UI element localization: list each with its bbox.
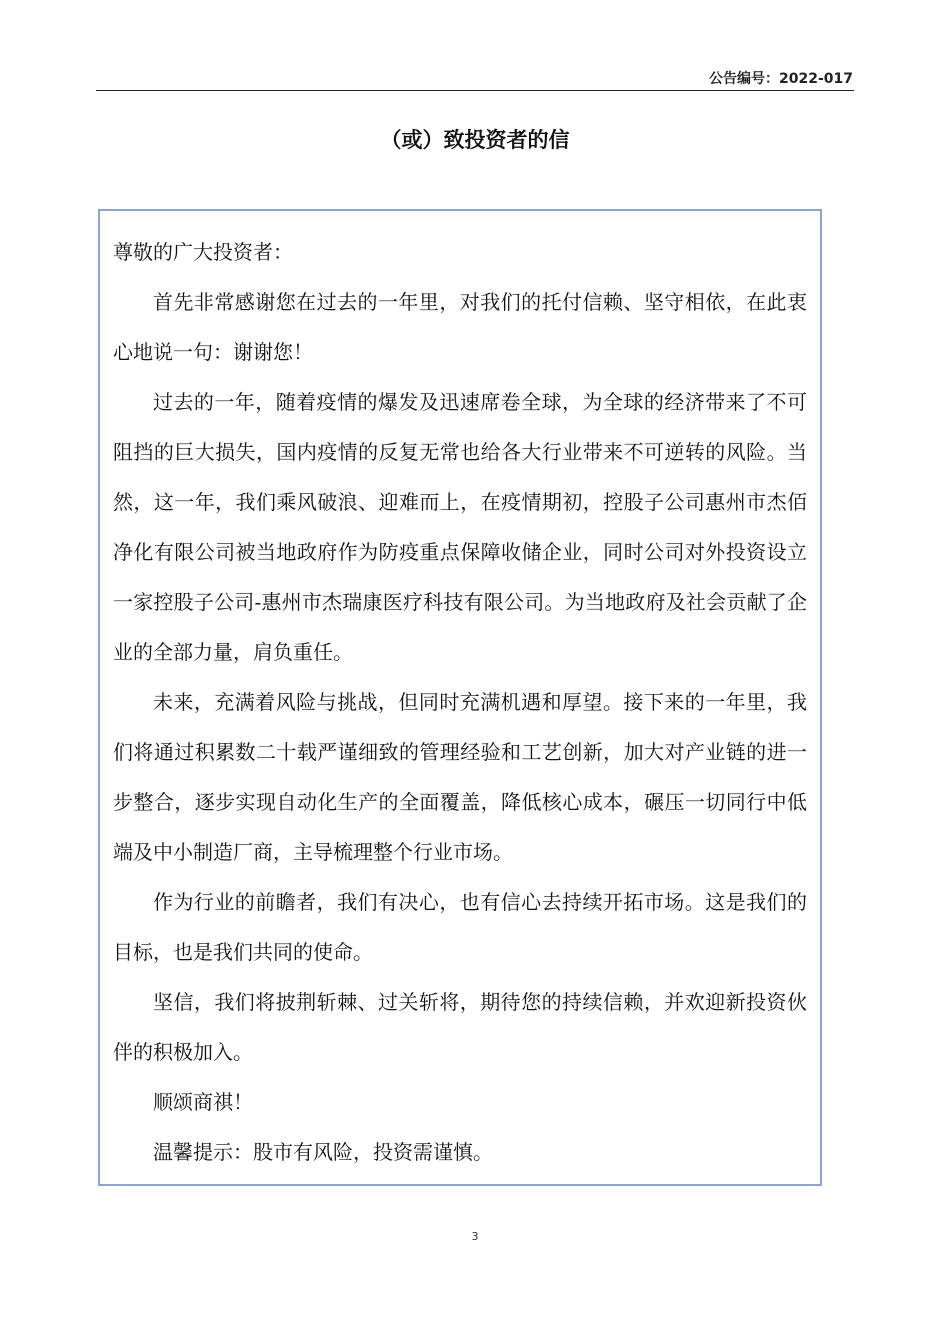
letter-box xyxy=(98,209,822,1186)
header-divider xyxy=(96,90,854,91)
letter-paragraph: 过去的一年，随着疫情的爆发及迅速席卷全球，为全球的经济带来了不可阻挡的巨大损失，国内疫情的反复无常也给各大行业带来不可逆转的风险。当然，这一年，我们乘风破浪、迎难而上，在疫情期初，控股子公司惠州市杰佰净化有限公司被当地政府作为防疫重点保障收储企业，同时公司对外投资设立一家控股子公司-惠州市杰瑞康医疗科技有限公司。为当地政府及社会贡献了企业的全部力量，肩负重任。 xyxy=(113,390,807,664)
page-title: （或）致投资者的信 xyxy=(380,128,570,152)
letter-paragraph: 首先非常感谢您在过去的一年里，对我们的托付信赖、坚守相依，在此衷心地说一句：谢谢您！ xyxy=(113,290,807,364)
announcement-number: 公告编号：2022-017 xyxy=(709,71,853,87)
risk-warning: 温馨提示：股市有风险，投资需谨慎。 xyxy=(153,1140,493,1164)
page-number: 3 xyxy=(471,1230,479,1243)
letter-closing: 顺颂商祺！ xyxy=(153,1090,253,1114)
letter-paragraph: 坚信，我们将披荆斩棘、过关斩将，期待您的持续信赖，并欢迎新投资伙伴的积极加入。 xyxy=(113,990,807,1064)
letter-paragraph: 作为行业的前瞻者，我们有决心，也有信心去持续开拓市场。这是我们的目标，也是我们共同的使命。 xyxy=(113,890,807,964)
letter-paragraph: 未来，充满着风险与挑战，但同时充满机遇和厚望。接下来的一年里，我们将通过积累数二十载严谨细致的管理经验和工艺创新，加大对产业链的进一步整合，逐步实现自动化生产的全面覆盖，降低核心成本，碾压一切同行中低端及中小制造厂商，主导梳理整个行业市场。 xyxy=(113,690,807,864)
letter-salutation: 尊敬的广大投资者： xyxy=(113,240,293,264)
letter-body xyxy=(113,227,807,1177)
